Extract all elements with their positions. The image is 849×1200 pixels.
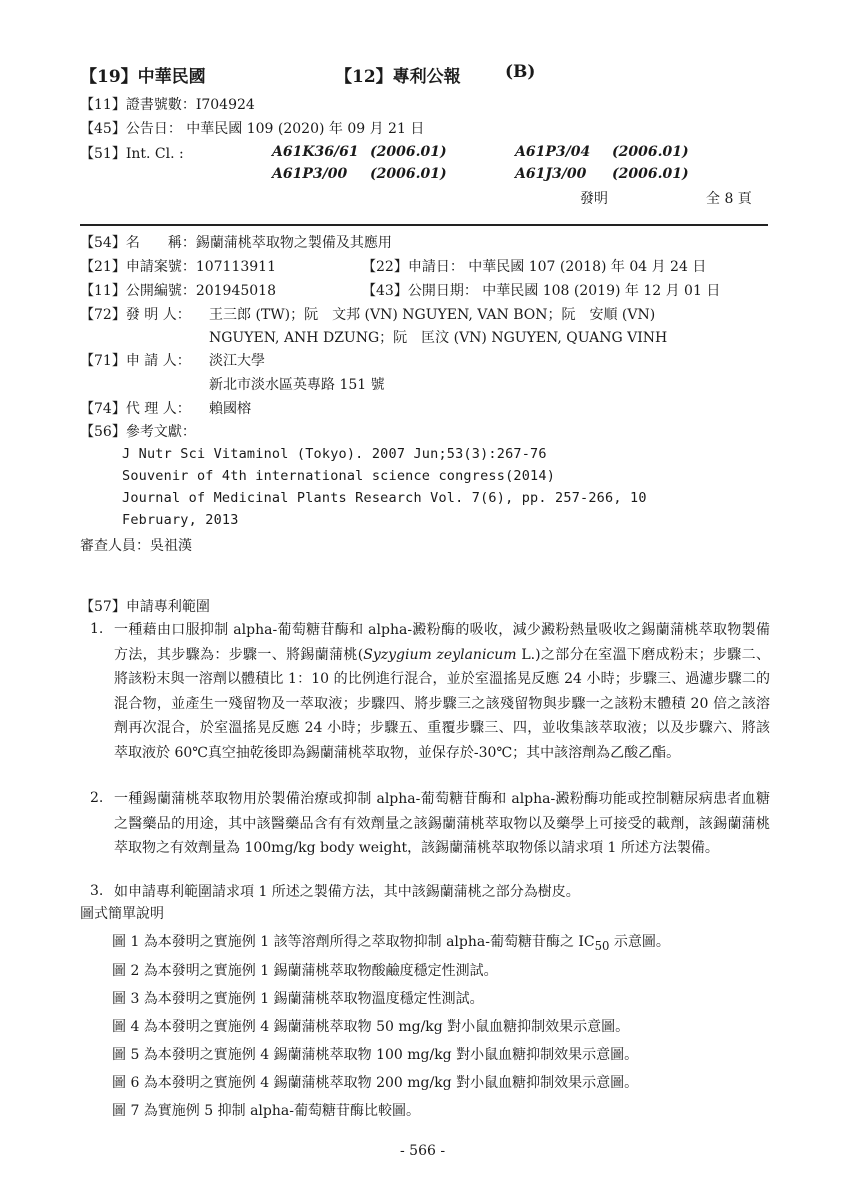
application-number: 【21】申請案號：107113911	[80, 259, 276, 275]
patent-title: 【54】名 稱：錫蘭蒲桃萃取物之製備及其應用	[80, 235, 392, 251]
claims-heading: 【57】申請專利範圍	[80, 599, 210, 615]
reference-item: J Nutr Sci Vitaminol (Tokyo). 2007 Jun;53(3):267-76	[122, 446, 547, 462]
figure-description: 圖 7 為實施例 5 抑制 alpha-葡萄糖苷酶比較圖。	[112, 1103, 420, 1119]
figure-description: 圖 3 為本發明之實施例 1 錫蘭蒲桃萃取物溫度穩定性測試。	[112, 991, 484, 1007]
inventors-line: NGUYEN, ANH DZUNG；阮 匡汶 (VN) NGUYEN, QUANG VINH	[209, 330, 668, 346]
claim-text: 一種錫蘭蒲桃萃取物用於製備治療或抑制 alpha-葡萄糖苷酶和 alpha-澱粉酶功能或控制糖尿病患者血糖之醫藥品的用途，其中該醫藥品含有有效劑量之該錫蘭蒲桃萃取物以及藥學上可接受的載劑，該錫蘭蒲桃萃取物之有效劑量為 100mg/kg body weight，該錫蘭蒲桃萃取物係以請求項 1 所述方法製備。	[114, 791, 770, 856]
ipc-code: A61P3/04	[515, 144, 591, 160]
application-date: 【22】申請日： 中華民國 107 (2018) 年 04 月 24 日	[362, 259, 707, 275]
ipc-code: A61J3/00	[515, 166, 587, 182]
figure-description: 圖 2 為本發明之實施例 1 錫蘭蒲桃萃取物酸鹼度穩定性測試。	[112, 963, 498, 979]
claim-text-part: L.)之部分在室溫下磨成粉末；步驟二、將該粉末與一溶劑以體積比 1：10 的比例進行混合，並於室溫搖晃反應 24 小時；步驟三、過濾步驟二的混合物，並產生一殘留物及一萃取液；步驟四、將步驟三之該殘留物與步驟一之該粉末體積 20 倍之該溶劑再次混合，於室溫搖晃反應 24 小時；步驟五、重覆步驟三、四，並收集該萃取液；以及步驟六、將該萃取液於 60℃真空抽乾後即為錫蘭蒲桃萃取物，並保存於-30℃；其中該溶劑為乙酸乙酯。	[114, 646, 770, 761]
applicant-address: 新北市淡水區英專路 151 號	[209, 377, 385, 393]
reference-item: February, 2013	[122, 512, 239, 528]
page-count: 全 8 頁	[706, 191, 752, 207]
country-header: 【19】中華民國	[80, 67, 206, 87]
open-date: 【43】公開日期： 中華民國 108 (2019) 年 12 月 01 日	[362, 283, 721, 299]
ipc-version: (2006.01)	[370, 166, 447, 182]
patent-type: 發明	[580, 191, 608, 207]
kind-code: (B)	[505, 62, 536, 82]
reference-item: Journal of Medicinal Plants Research Vol. 7(6), pp. 257-266, 10	[122, 490, 647, 506]
section-divider	[80, 224, 768, 226]
page-number: - 566 -	[400, 1143, 446, 1159]
figure-description: 圖 5 為本發明之實施例 4 錫蘭蒲桃萃取物 100 mg/kg 對小鼠血糖抑制效果示意圖。	[112, 1047, 639, 1063]
figure-text-part: 圖 1 為本發明之實施例 1 該等溶劑所得之萃取物抑制 alpha-葡萄糖苷酶之 IC	[112, 934, 595, 950]
figure-text-part: 示意圖。	[609, 934, 670, 950]
claim-text-part: 一種藉由口服抑制 alpha-葡萄糖苷酶和 alpha-澱粉酶的吸收，減少澱粉熱量吸收之錫蘭蒲桃萃取物製備方法，其步驟為：步驟一、將錫蘭蒲桃(	[114, 622, 770, 663]
claim-text: 如申請專利範圍請求項 1 所述之製備方法，其中該錫蘭蒲桃之部分為樹皮。	[114, 884, 580, 900]
inventors-line: 王三郎 (TW)；阮 文邦 (VN) NGUYEN, VAN BON；阮 安順 (VN)	[209, 307, 656, 323]
claim-number: 1.	[90, 621, 104, 637]
agent-name: 賴國榕	[209, 401, 251, 417]
publication-number: 【11】公開編號：201945018	[80, 283, 276, 299]
figure-description: 圖 6 為本發明之實施例 4 錫蘭蒲桃萃取物 200 mg/kg 對小鼠血糖抑制效果示意圖。	[112, 1075, 639, 1091]
claim-number: 2.	[90, 790, 104, 806]
applicant-name: 淡江大學	[209, 353, 265, 369]
agent-label: 【74】代 理 人：	[80, 401, 191, 417]
examiner: 審查人員：吳祖漢	[80, 538, 192, 554]
ipc-version: (2006.01)	[612, 144, 689, 160]
references-label: 【56】參考文獻：	[80, 424, 196, 440]
int-cl-label: 【51】Int. Cl. :	[80, 146, 184, 162]
ipc-code: A61K36/61	[272, 144, 359, 160]
inventor-label: 【72】發 明 人：	[80, 307, 191, 323]
figures-heading: 圖式簡單說明	[80, 906, 164, 922]
doc-type-header: 【12】專利公報	[335, 67, 461, 87]
ipc-version: (2006.01)	[612, 166, 689, 182]
reference-item: Souvenir of 4th international science congress(2014)	[122, 468, 556, 484]
publication-date: 【45】公告日： 中華民國 109 (2020) 年 09 月 21 日	[80, 121, 425, 137]
ic-subscript: 50	[594, 938, 610, 953]
certificate-number: 【11】證書號數：I704924	[80, 97, 255, 113]
claim-text	[114, 618, 770, 765]
applicant-label: 【71】申 請 人：	[80, 353, 191, 369]
figure-description	[112, 931, 670, 953]
claim-number: 3.	[90, 883, 104, 899]
figure-description: 圖 4 為本發明之實施例 4 錫蘭蒲桃萃取物 50 mg/kg 對小鼠血糖抑制效果示意圖。	[112, 1019, 630, 1035]
ipc-version: (2006.01)	[370, 144, 447, 160]
species-name: Syzygium zeylanicum	[363, 646, 517, 663]
ipc-code: A61P3/00	[272, 166, 348, 182]
